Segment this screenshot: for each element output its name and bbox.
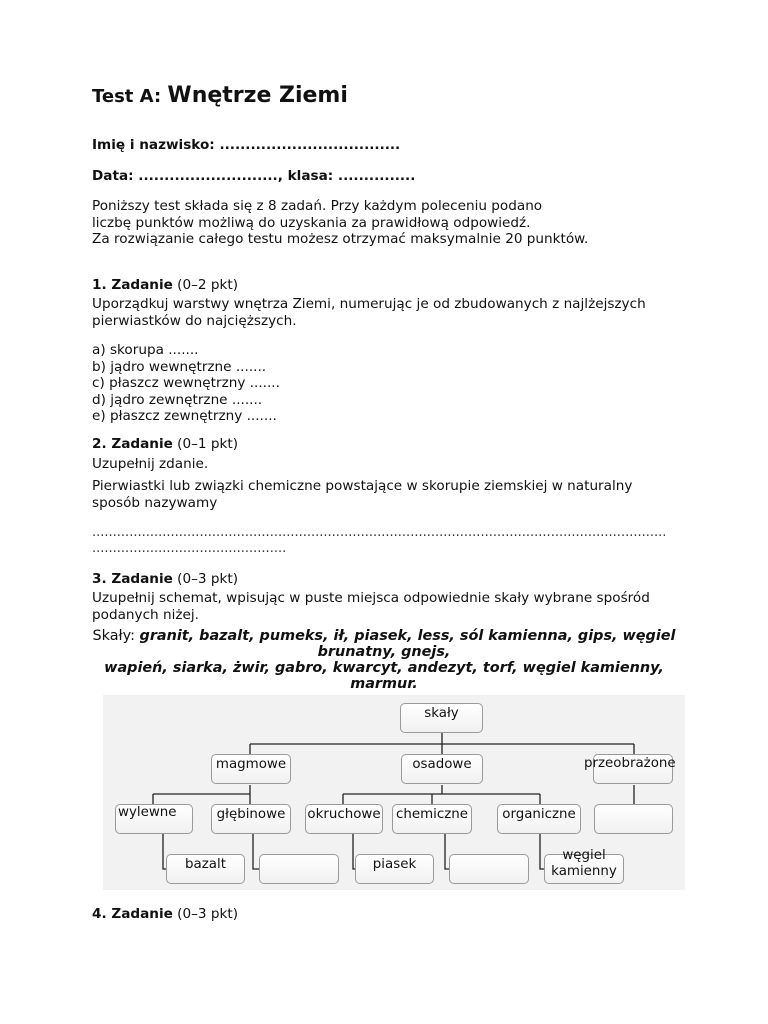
answer-box-chemiczne[interactable] bbox=[449, 854, 529, 884]
node-organiczne: organiczne bbox=[497, 804, 581, 834]
task3-instruction bbox=[92, 590, 650, 623]
task-points: (0–2 pkt) bbox=[172, 277, 239, 293]
name-field-line: Imię i nazwisko: ................................... bbox=[92, 137, 401, 153]
task-number: 3. Zadanie bbox=[92, 571, 173, 587]
page-title bbox=[92, 83, 348, 108]
node-osadowe: osadowe bbox=[401, 754, 483, 784]
node-magmowe: magmowe bbox=[211, 754, 291, 784]
instruction-line: Uzupełnij schemat, wpisując w puste miejsca odpowiednie skały wybrane spośród bbox=[92, 590, 650, 606]
rocks-names: granit, bazalt, pumeks, ił, piasek, less, sól kamienna, gips, węgiel bbox=[139, 628, 676, 644]
list-item: b) jądro wewnętrzne ....... bbox=[92, 358, 267, 375]
node-wylewne-label: wylewne bbox=[118, 805, 177, 820]
intro-line: Za rozwiązanie całego testu możesz otrzymać maksymalnie 20 punktów. bbox=[92, 231, 589, 247]
intro-line: liczbę punktów możliwą do uzyskania za prawidłową odpowiedź. bbox=[92, 214, 531, 231]
node-piasek: piasek bbox=[355, 854, 434, 884]
answer-box-glebinowe[interactable] bbox=[259, 854, 339, 884]
node-okruchowe: okruchowe bbox=[305, 804, 383, 834]
answer-line: ............................................... bbox=[92, 541, 287, 556]
list-item: c) płaszcz wewnętrzny ....... bbox=[92, 375, 280, 391]
node-chemiczne: chemiczne bbox=[392, 804, 472, 834]
rocks-line: brunatny, gnejs, bbox=[317, 644, 451, 660]
sentence-line: Pierwiastki lub związki chemiczne powstające w skorupie ziemskiej w naturalny bbox=[92, 478, 633, 494]
task-number: 4. Zadanie bbox=[92, 906, 173, 922]
rocks-line: wapień, siarka, żwir, gabro, kwarcyt, andezyt, torf, węgiel kamienny, bbox=[104, 660, 664, 676]
node-glebinowe: głębinowe bbox=[211, 804, 291, 834]
intro-line: Poniższy test składa się z 8 zadań. Przy każdym poleceniu podano bbox=[92, 198, 543, 214]
label-line: węgiel bbox=[562, 848, 606, 863]
task1-heading bbox=[92, 277, 238, 294]
rocks-label: Skały: bbox=[92, 628, 140, 644]
title-main: Wnętrze Ziemi bbox=[167, 83, 348, 108]
date-class-field-line: Data: ..........................., klasa: ............... bbox=[92, 168, 416, 184]
task-points: (0–3 pkt) bbox=[172, 906, 239, 922]
node-wegiel-kamienny-label bbox=[544, 848, 624, 880]
task2-heading bbox=[92, 436, 238, 453]
rocks-line: marmur. bbox=[350, 676, 418, 692]
task4-heading bbox=[92, 906, 238, 923]
answer-box-przeobrazone[interactable] bbox=[594, 804, 673, 834]
instruction-line: Uporządkuj warstwy wnętrza Ziemi, numerując je od zbudowanych z najlżejszych bbox=[92, 296, 646, 312]
task2-sentence bbox=[92, 478, 632, 511]
title-prefix: Test A: bbox=[92, 86, 168, 107]
node-przeobrazone-label: przeobrażone bbox=[584, 756, 676, 771]
answer-line: ........................................................................................................................................... bbox=[92, 525, 667, 540]
task2-instruction: Uzupełnij zdanie. bbox=[92, 456, 209, 472]
list-item: d) jądro zewnętrzne ....... bbox=[92, 391, 263, 408]
label-line: kamienny bbox=[551, 864, 617, 879]
task1-items bbox=[92, 342, 280, 425]
rocks-list bbox=[88, 628, 680, 692]
task-number: 1. Zadanie bbox=[92, 277, 173, 293]
list-item: e) płaszcz zewnętrzny ....... bbox=[92, 408, 277, 424]
task-points: (0–1 pkt) bbox=[172, 436, 239, 452]
sentence-line: sposób nazywamy bbox=[92, 494, 218, 511]
list-item: a) skorupa ....... bbox=[92, 342, 199, 358]
node-bazalt: bazalt bbox=[166, 854, 245, 884]
rock-classification-diagram bbox=[103, 695, 685, 890]
task-points: (0–3 pkt) bbox=[172, 571, 239, 587]
instruction-line: pierwiastków do najcięższych. bbox=[92, 312, 297, 329]
node-root: skały bbox=[400, 703, 483, 733]
intro-paragraph bbox=[92, 198, 588, 248]
rocks-line bbox=[88, 628, 680, 644]
instruction-line: podanych niżej. bbox=[92, 606, 199, 623]
task-number: 2. Zadanie bbox=[92, 436, 173, 452]
task1-instruction bbox=[92, 296, 646, 329]
task3-heading bbox=[92, 571, 238, 588]
